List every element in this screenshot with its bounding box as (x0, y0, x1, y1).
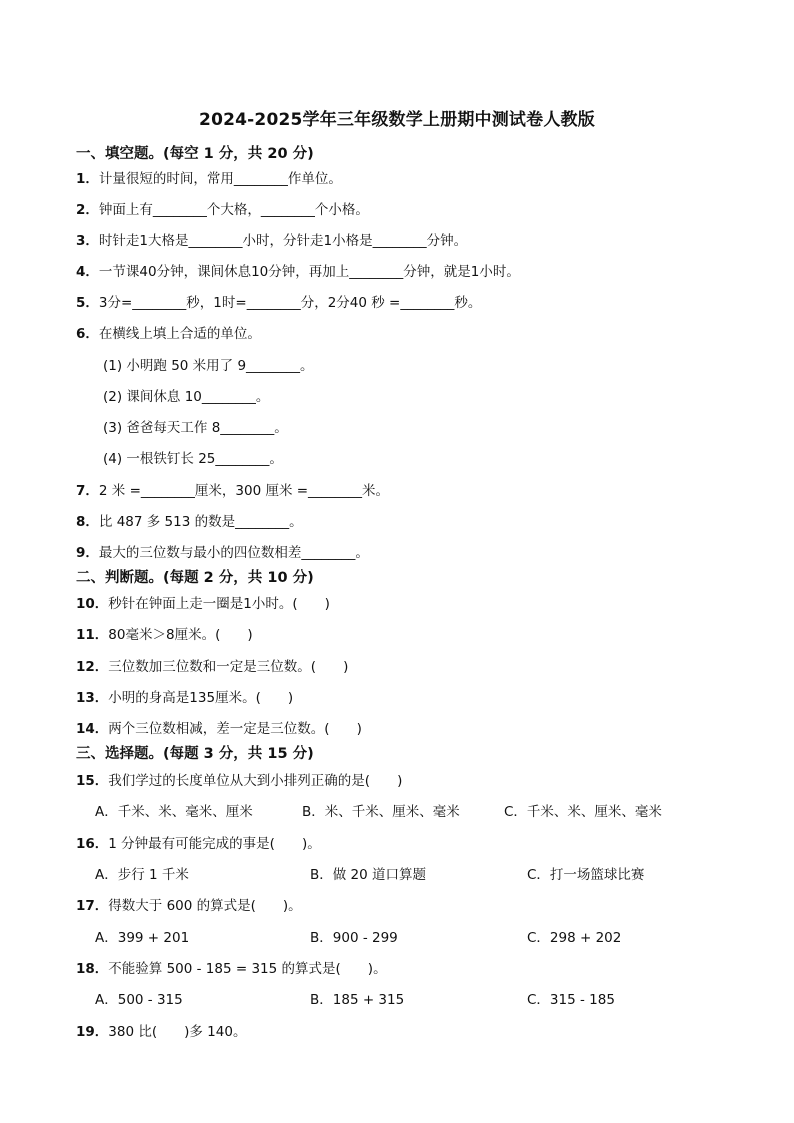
question-number: 5． (76, 295, 99, 311)
question-number: 19． (76, 1024, 109, 1040)
section-multiple-choice: 三、选择题。(每题 3 分，共 15 分) (76, 746, 314, 762)
question-text: 2 米 =________厘米，300 厘米 =________米。 (98, 483, 390, 499)
question-text: 得数大于 600 的算式是( )。 (108, 898, 302, 914)
question-3 (76, 229, 467, 249)
question-number: 16． (76, 836, 109, 852)
question-number: 9． (76, 545, 99, 561)
question-text: 380 比( )多 140。 (108, 1024, 247, 1040)
question-6 (76, 322, 261, 342)
option-16-c: C．打一场篮球比赛 (527, 867, 645, 883)
question-8 (76, 510, 303, 530)
question-number: 12． (76, 659, 109, 675)
question-6-sub-1: (1) 小明跑 50 米用了 9________。 (103, 358, 314, 374)
question-text: 80毫米＞8厘米。( ) (108, 627, 253, 643)
question-text: 计量很短的时间，常用________作单位。 (98, 171, 342, 187)
option-15-a: A．千米、米、毫米、厘米 (95, 804, 253, 820)
question-2 (76, 198, 369, 218)
question-5 (76, 291, 481, 311)
option-17-c: C．298 + 202 (527, 930, 622, 946)
section-fill-blank: 一、填空题。(每空 1 分，共 20 分) (76, 146, 314, 162)
question-text: 钟面上有________个大格，________个小格。 (98, 202, 369, 218)
question-text: 三位数加三位数和一定是三位数。( ) (108, 659, 349, 675)
page-title: 2024-2025学年三年级数学上册期中测试卷人教版 (199, 110, 595, 130)
question-6-sub-4: (4) 一根铁钉长 25________。 (103, 451, 283, 467)
question-number: 11． (76, 627, 109, 643)
question-number: 17． (76, 898, 109, 914)
question-number: 4． (76, 264, 99, 280)
section-true-false: 二、判断题。(每题 2 分，共 10 分) (76, 570, 314, 586)
question-6-sub-2: (2) 课间休息 10________。 (103, 389, 270, 405)
option-18-a: A．500 - 315 (95, 992, 183, 1008)
question-number: 3． (76, 233, 99, 249)
question-14 (76, 717, 362, 737)
option-16-a: A．步行 1 千米 (95, 867, 189, 883)
question-text: 在横线上填上合适的单位。 (98, 326, 261, 342)
question-18 (76, 957, 387, 977)
option-15-b: B．米、千米、厘米、毫米 (302, 804, 460, 820)
option-18-c: C．315 - 185 (527, 992, 615, 1008)
question-1 (76, 167, 342, 187)
question-text: 3分=________秒，1时=________分，2分40 秒 =________秒。 (98, 295, 482, 311)
question-number: 6． (76, 326, 99, 342)
question-text: 1 分钟最有可能完成的事是( )。 (108, 836, 321, 852)
question-number: 8． (76, 514, 99, 530)
question-number: 2． (76, 202, 99, 218)
question-number: 1． (76, 171, 99, 187)
question-text: 比 487 多 513 的数是________。 (98, 514, 303, 530)
option-17-b: B．900 - 299 (310, 930, 398, 946)
question-10 (76, 592, 330, 612)
question-number: 14． (76, 721, 109, 737)
option-17-a: A．399 + 201 (95, 930, 190, 946)
option-18-b: B．185 + 315 (310, 992, 405, 1008)
question-number: 18． (76, 961, 109, 977)
question-12 (76, 655, 348, 675)
question-4 (76, 260, 520, 280)
question-text: 最大的三位数与最小的四位数相差________。 (98, 545, 369, 561)
question-text: 时针走1大格是________小时，分针走1小格是________分钟。 (98, 233, 468, 249)
question-19 (76, 1020, 246, 1040)
option-16-b: B．做 20 道口算题 (310, 867, 427, 883)
question-text: 一节课40分钟，课间休息10分钟，再加上________分钟，就是1小时。 (98, 264, 520, 280)
question-text: 不能验算 500 - 185 = 315 的算式是( )。 (108, 961, 387, 977)
question-11 (76, 623, 253, 643)
question-number: 10． (76, 596, 109, 612)
question-text: 两个三位数相减，差一定是三位数。( ) (108, 721, 362, 737)
question-text: 小明的身高是135厘米。( ) (108, 690, 294, 706)
question-6-sub-3: (3) 爸爸每天工作 8________。 (103, 420, 288, 436)
question-text: 秒针在钟面上走一圈是1小时。( ) (108, 596, 330, 612)
question-number: 7． (76, 483, 99, 499)
question-17 (76, 894, 302, 914)
question-13 (76, 686, 293, 706)
option-15-c: C．千米、米、厘米、毫米 (504, 804, 662, 820)
question-number: 13． (76, 690, 109, 706)
question-16 (76, 832, 321, 852)
question-15 (76, 769, 402, 789)
question-number: 15． (76, 773, 109, 789)
question-text: 我们学过的长度单位从大到小排列正确的是( ) (108, 773, 403, 789)
question-7 (76, 479, 389, 499)
question-9 (76, 541, 369, 561)
